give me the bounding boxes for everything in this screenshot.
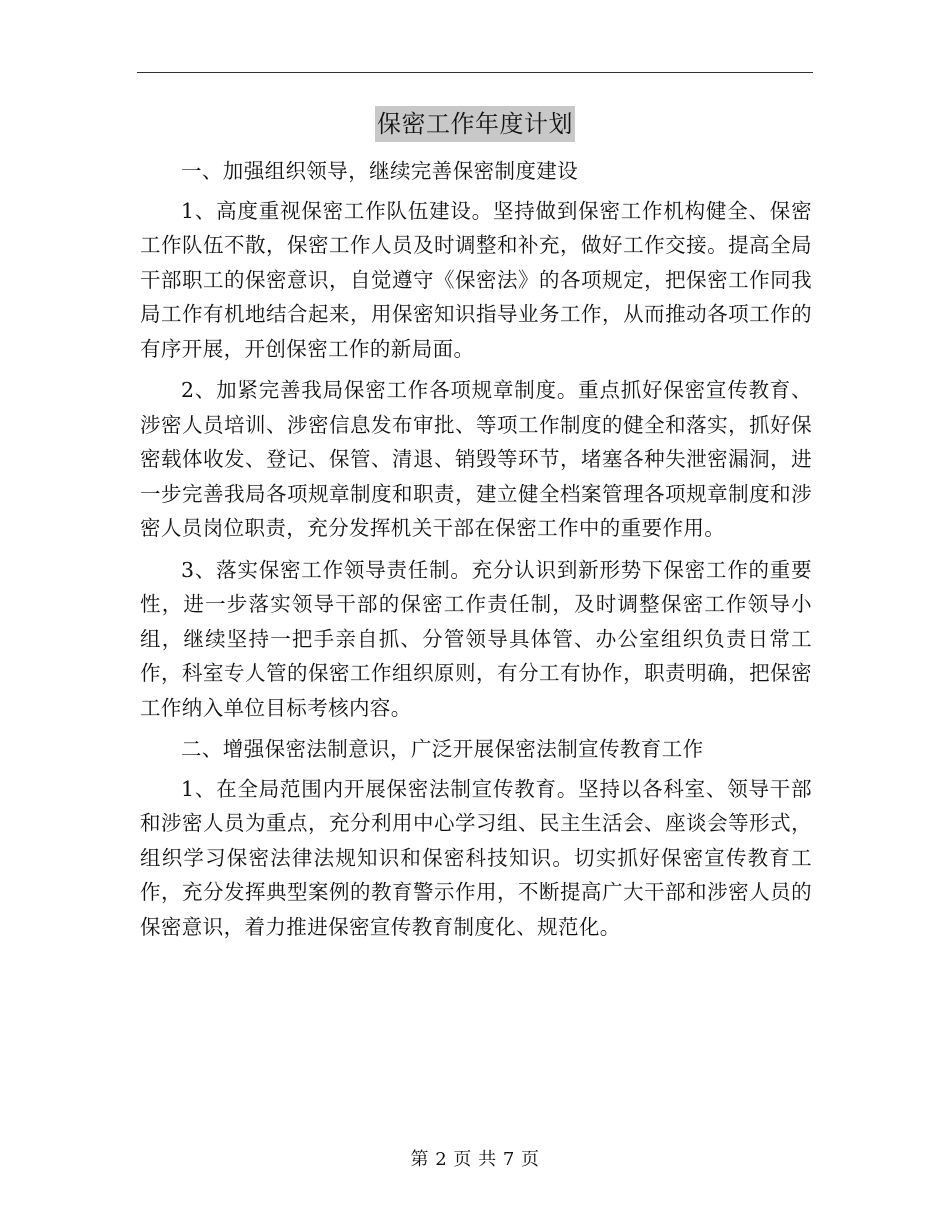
title-container xyxy=(0,106,950,142)
body-paragraph: 1、高度重视保密工作队伍建设。坚持做到保密工作机构健全、保密工作队伍不散，保密工作人员及时调整和补充，做好工作交接。提高全局干部职工的保密意识，自觉遵守《保密法》的各项规定，把保密工作同我局工作有机地结合起来，用保密知识指导业务工作，从而推动各项工作的有序开展，开创保密工作的新局面。 xyxy=(140,198,812,361)
document-title: 保密工作年度计划 xyxy=(375,106,575,142)
document-body xyxy=(140,154,812,951)
section-heading: 一、加强组织领导，继续完善保密制度建设 xyxy=(181,159,579,183)
body-paragraph: 1、在全局范围内开展保密法制宣传教育。坚持以各科室、领导干部和涉密人员为重点，充分利用中心学习组、民主生活会、座谈会等形式，组织学习保密法律法规知识和保密科技知识。切实抓好保密宣传教育工作，充分发挥典型案例的教育警示作用，不断提高广大干部和涉密人员的保密意识，着力推进保密宣传教育制度化、规范化。 xyxy=(140,776,812,939)
body-paragraph: 3、落实保密工作领导责任制。充分认识到新形势下保密工作的重要性，进一步落实领导干部的保密工作责任制，及时调整保密工作领导小组，继续坚持一把手亲自抓、分管领导具体管、办公室组织负责日常工作，科室专人管的保密工作组织原则，有分工有协作，职责明确，把保密工作纳入单位目标考核内容。 xyxy=(140,557,812,720)
body-paragraph: 2、加紧完善我局保密工作各项规章制度。重点抓好保密宣传教育、涉密人员培训、涉密信息发布审批、等项工作制度的健全和落实，抓好保密载体收发、登记、保管、清退、销毁等环节，堵塞各种失泄密漏洞，进一步完善我局各项规章制度和职责，建立健全档案管理各项规章制度和涉密人员岗位职责，充分发挥机关干部在保密工作中的重要作用。 xyxy=(140,378,812,540)
page-number-footer: 第 2 页 共 7 页 xyxy=(410,1149,540,1170)
header-rule xyxy=(137,72,813,73)
section-heading: 二、增强保密法制意识，广泛开展保密法制宣传教育工作 xyxy=(181,737,704,761)
